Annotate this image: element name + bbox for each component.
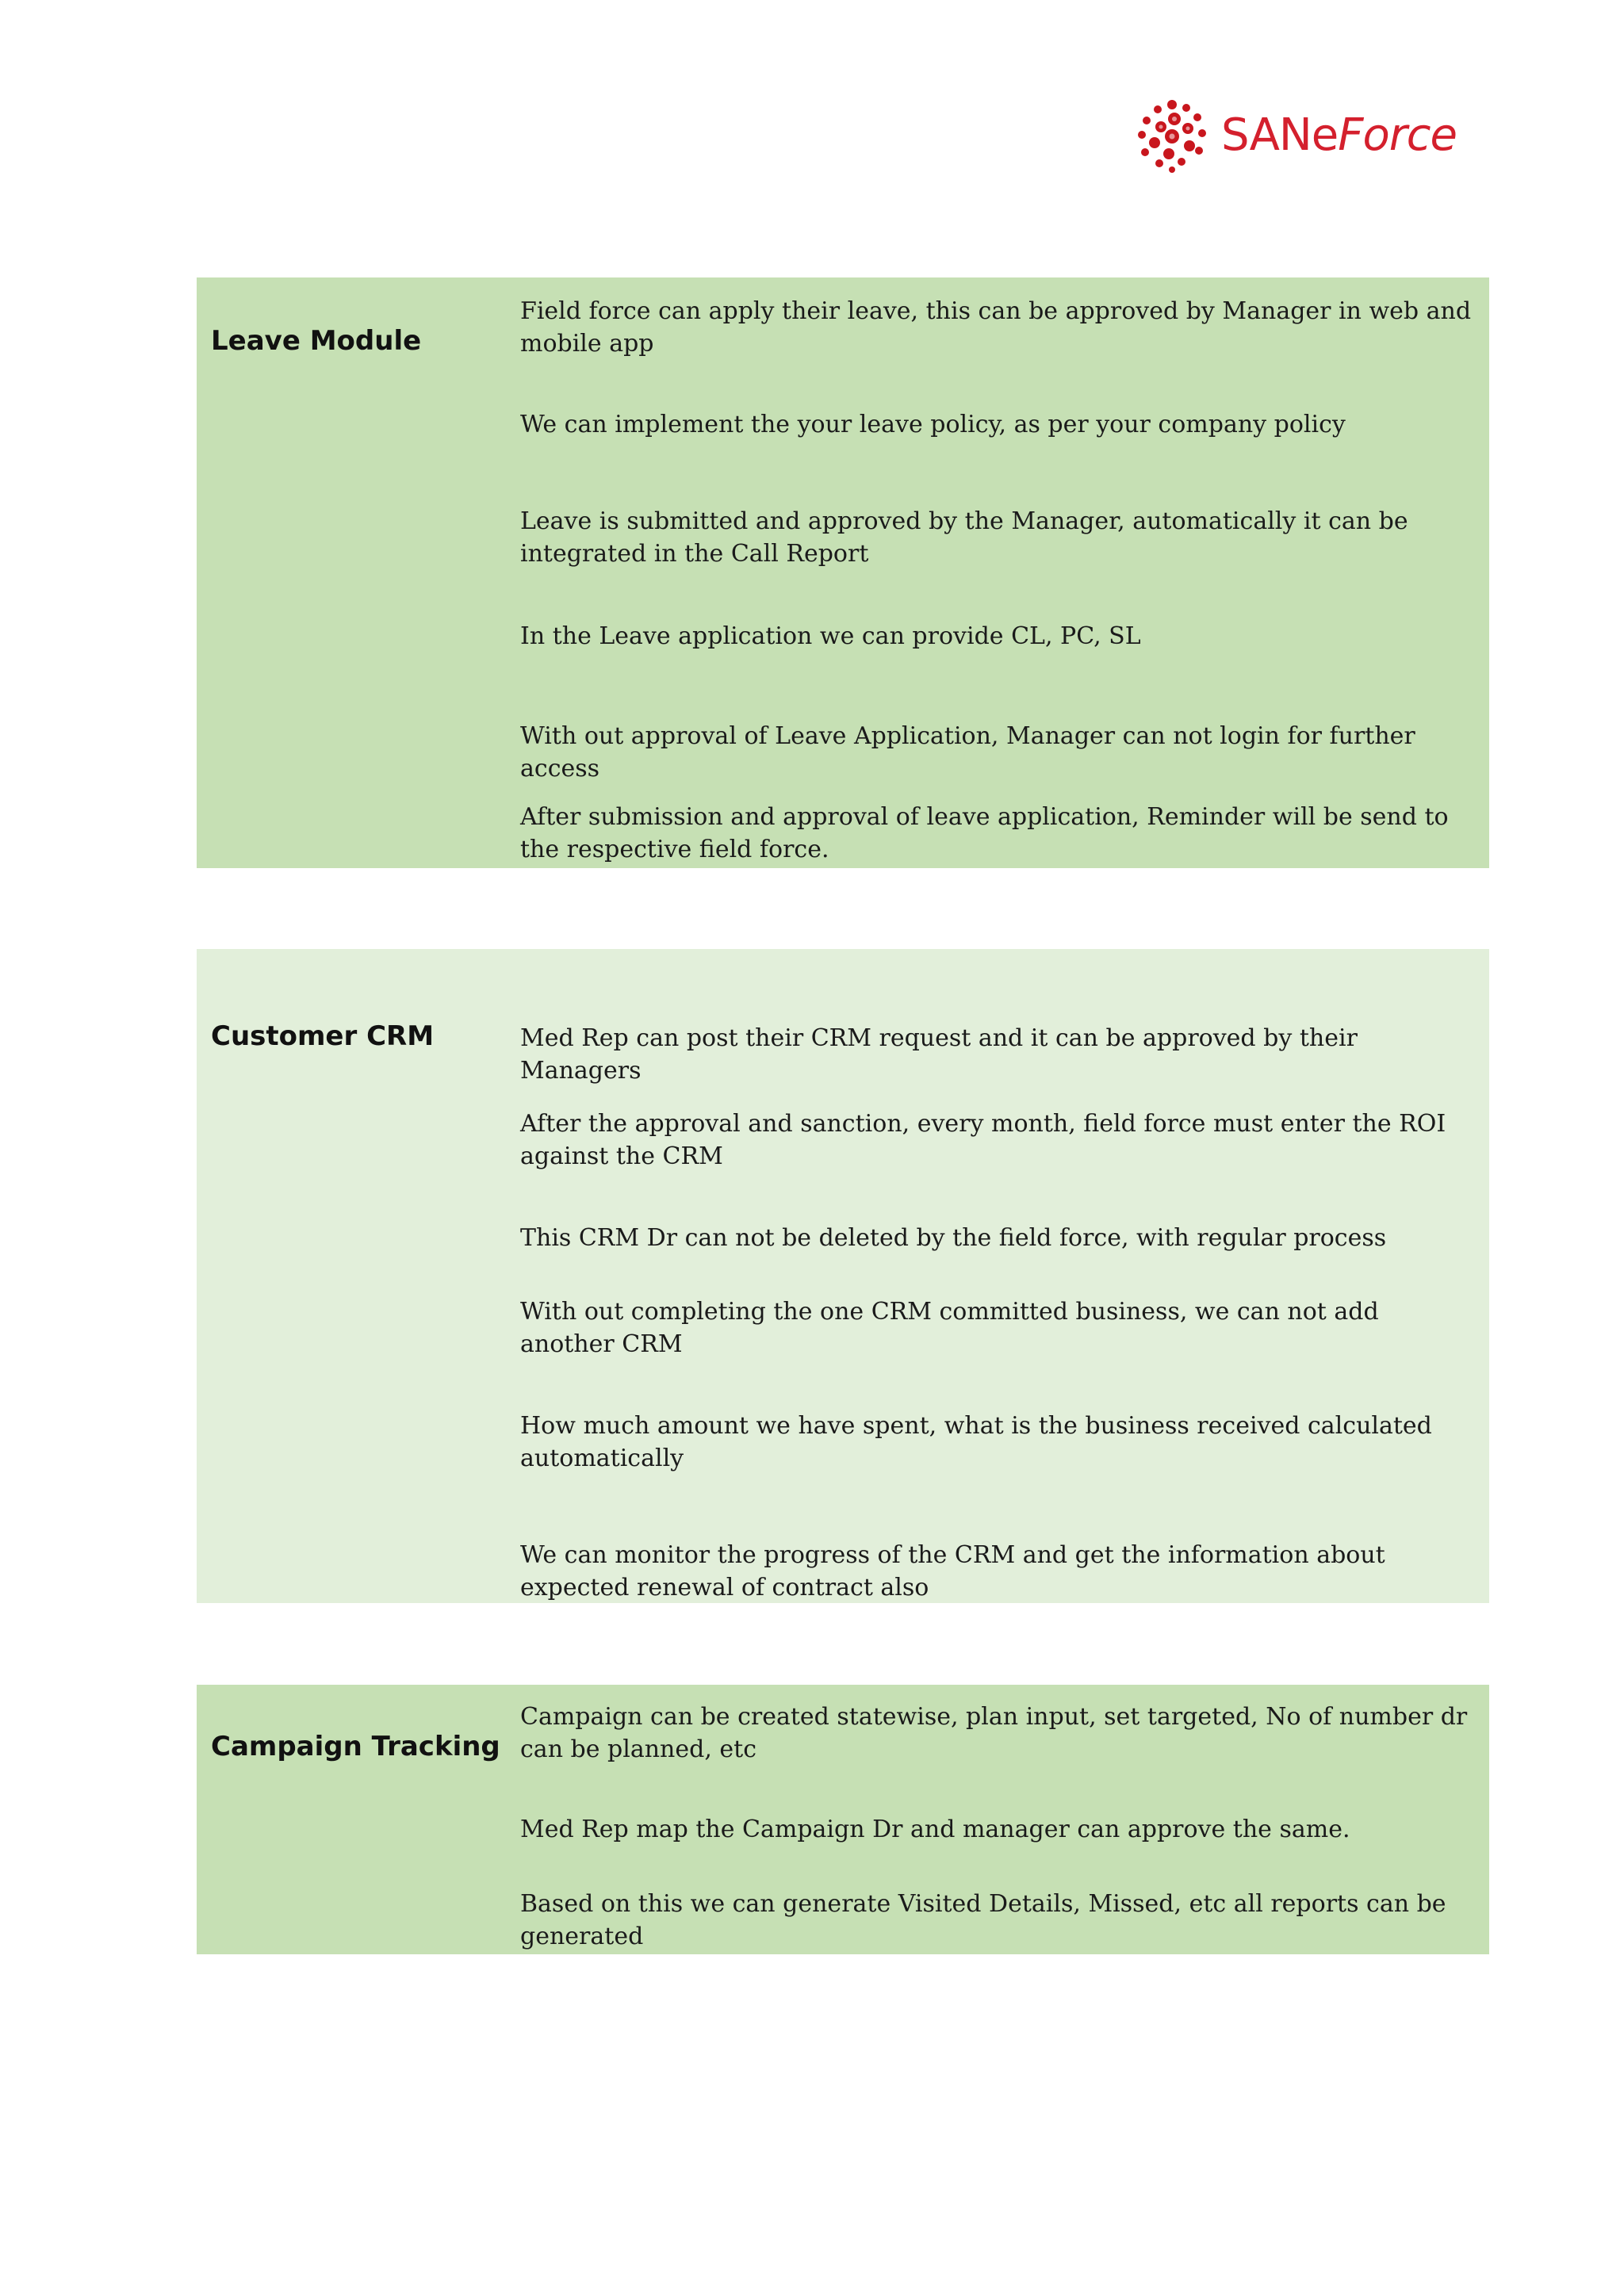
section-item: How much amount we have spent, what is the business received calculated automatically (520, 1412, 1432, 1472)
logo-text-part2: Force (1338, 109, 1457, 161)
section-item: In the Leave application we can provide CL, PC, SL (520, 622, 1141, 650)
section-item: Campaign can be created statewise, plan input, set targeted, No of number dr can be planned, etc (520, 1703, 1468, 1763)
section-item: This CRM Dr can not be deleted by the field force, with regular process (520, 1224, 1387, 1252)
section-item: Based on this we can generate Visited Details, Missed, etc all reports can be generated (520, 1890, 1446, 1950)
saneforce-logo-icon (1131, 94, 1213, 176)
section-item: With out completing the one CRM committed business, we can not add another CRM (520, 1298, 1379, 1358)
section-item: Field force can apply their leave, this can be approved by Manager in web and mobile app (520, 297, 1472, 358)
leave-module-section (197, 277, 1489, 868)
section-item: Med Rep can post their CRM request and it can be approved by their Managers (520, 1024, 1358, 1085)
section-item: Leave is submitted and approved by the Manager, automatically it can be integrated in the Call Report (520, 507, 1408, 568)
section-item: After submission and approval of leave application, Reminder will be send to the respective field force. (520, 803, 1449, 863)
company-logo (1131, 94, 1457, 176)
logo-wordmark (1221, 109, 1457, 161)
customer-crm-section (197, 949, 1489, 1603)
logo-text-part1: SANe (1221, 109, 1339, 161)
section-item: After the approval and sanction, every month, field force must enter the ROI against the CRM (520, 1110, 1446, 1170)
section-item: With out approval of Leave Application, Manager can not login for further access (520, 722, 1415, 783)
section-item: Med Rep map the Campaign Dr and manager can approve the same. (520, 1816, 1350, 1843)
section-title: Campaign Tracking (211, 1731, 500, 1762)
campaign-tracking-section (197, 1685, 1489, 1954)
section-item: We can monitor the progress of the CRM and get the information about expected renewal of contract also (520, 1541, 1385, 1601)
section-title: Customer CRM (211, 1020, 435, 1052)
section-item: We can implement the your leave policy, as per your company policy (520, 411, 1346, 438)
section-title: Leave Module (211, 325, 422, 357)
